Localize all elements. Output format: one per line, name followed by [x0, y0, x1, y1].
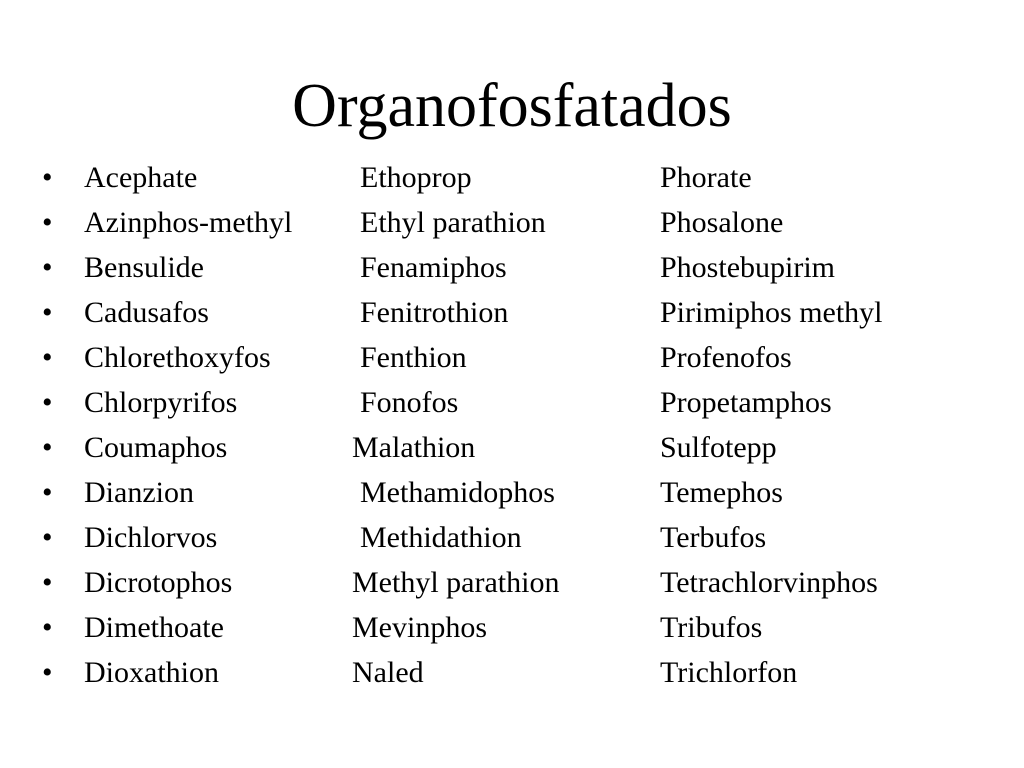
- bullet-icon: •: [42, 611, 53, 644]
- list-item-col3: Tetrachlorvinphos: [660, 566, 878, 599]
- bullet-icon: •: [42, 386, 53, 419]
- list-item-col2: Methidathion: [360, 521, 522, 554]
- list-item: [0, 155, 1024, 200]
- bullet-icon: •: [42, 161, 53, 194]
- list-item: [0, 245, 1024, 290]
- list-item: [0, 515, 1024, 560]
- list-item: [0, 470, 1024, 515]
- list-item-col3: Phorate: [660, 161, 752, 194]
- list-item: [0, 425, 1024, 470]
- bullet-icon: •: [42, 476, 53, 509]
- list-item-col3: Phosalone: [660, 206, 784, 239]
- list-item-col1: Acephate: [84, 161, 198, 194]
- list-item-col2: Fenitrothion: [360, 296, 509, 329]
- bullet-icon: •: [42, 521, 53, 554]
- list-item: [0, 605, 1024, 650]
- bullet-icon: •: [42, 431, 53, 464]
- list-item-col2: Fenthion: [360, 341, 467, 374]
- list-item: [0, 335, 1024, 380]
- bullet-icon: •: [42, 251, 53, 284]
- bullet-icon: •: [42, 656, 53, 689]
- list-item-col2: Methyl parathion: [352, 566, 560, 599]
- list-item-col2: Mevinphos: [352, 611, 487, 644]
- list-item-col1: Dicrotophos: [84, 566, 233, 599]
- list-item-col3: Terbufos: [660, 521, 767, 554]
- list-item-col1: Coumaphos: [84, 431, 228, 464]
- list-item: [0, 380, 1024, 425]
- list-item-col2: Naled: [352, 656, 424, 689]
- bullet-icon: •: [42, 566, 53, 599]
- list-item-col1: Dianzion: [84, 476, 194, 509]
- list-item-col2: Malathion: [352, 431, 476, 464]
- list-item: [0, 560, 1024, 605]
- list-item-col3: Tribufos: [660, 611, 763, 644]
- bullet-icon: •: [42, 341, 53, 374]
- list-item-col2: Fenamiphos: [360, 251, 507, 284]
- list-item-col3: Pirimiphos methyl: [660, 296, 883, 329]
- list-item-col1: Chlorpyrifos: [84, 386, 238, 419]
- list-item-col3: Propetamphos: [660, 386, 832, 419]
- list-item: [0, 290, 1024, 335]
- bullet-icon: •: [42, 206, 53, 239]
- list-item-col2: Methamidophos: [360, 476, 555, 509]
- list-item: [0, 650, 1024, 695]
- bullet-icon: •: [42, 296, 53, 329]
- list-item-col1: Cadusafos: [84, 296, 209, 329]
- list-item-col3: Profenofos: [660, 341, 792, 374]
- list-item-col1: Bensulide: [84, 251, 204, 284]
- bullet-list: [0, 155, 1024, 695]
- list-item-col2: Fonofos: [360, 386, 459, 419]
- list-item-col1: Chlorethoxyfos: [84, 341, 271, 374]
- list-item-col3: Trichlorfon: [660, 656, 798, 689]
- list-item-col2: Ethyl parathion: [360, 206, 546, 239]
- slide-title: Organofosfatados: [292, 72, 732, 140]
- list-item-col3: Sulfotepp: [660, 431, 777, 464]
- list-item-col3: Phostebupirim: [660, 251, 836, 284]
- list-item-col1: Azinphos-methyl: [84, 206, 293, 239]
- list-item-col1: Dioxathion: [84, 656, 219, 689]
- list-item-col2: Ethoprop: [360, 161, 472, 194]
- list-item-col3: Temephos: [660, 476, 783, 509]
- list-item-col1: Dimethoate: [84, 611, 224, 644]
- list-item: [0, 200, 1024, 245]
- list-item-col1: Dichlorvos: [84, 521, 218, 554]
